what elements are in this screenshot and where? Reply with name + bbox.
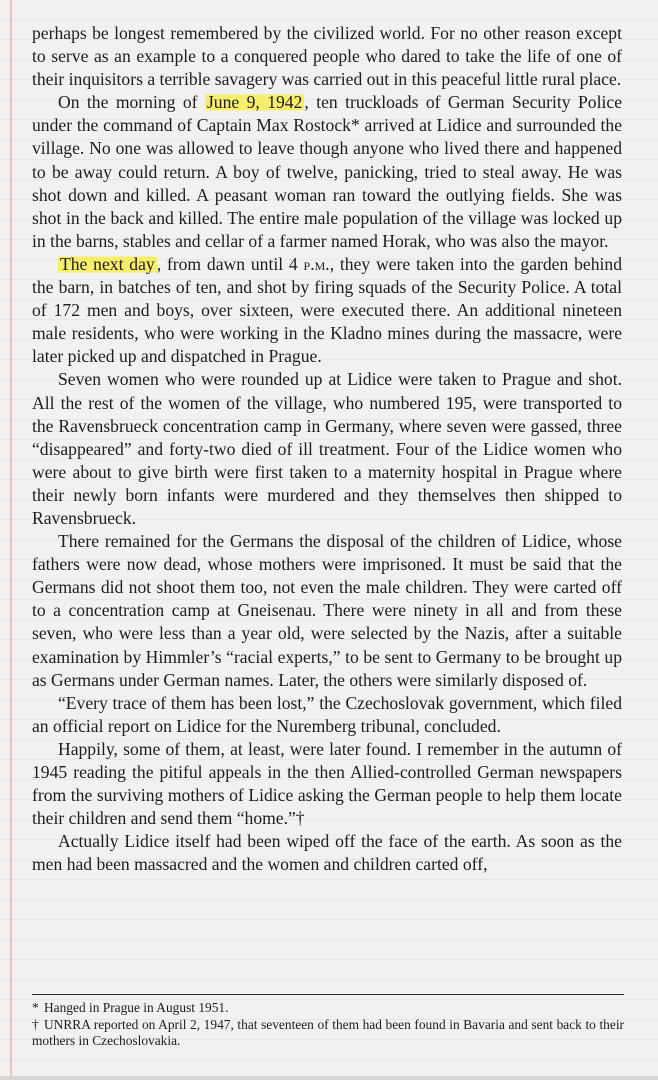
paragraph-4: Seven women who were rounded up at Lidice were taken to Prague and shot. All the rest of the women of the village, who numbered 195, were transported to the Ravensbrueck concentration camp in Germany, where seven were gassed, three “disappeared” and forty-two died of ill treatment. Four of the Lidice women who were about to give birth were first taken to a maternity hospital in Prague where their newly born infants were murdered and they themselves then shipped to Ravensbrueck.: [32, 369, 622, 528]
footnote-1: * Hanged in Prague in August 1951.: [32, 1000, 229, 1015]
paragraph-3: The next day , from dawn until 4 p.m., they were taken into the garden behind the barn, in batches of ten, and shot by firing squads of the Security Police. A total of 172 men and boys, over sixteen, were executed there. An additional nineteen male residents, who were working in the Kladno mines during the massacre, were later picked up and dispatched in Prague.: [32, 253, 622, 367]
footnote-symbol: *: [32, 1000, 39, 1015]
footnote-divider: [32, 994, 624, 995]
footnotes: [32, 1000, 624, 1050]
paragraph-8: Actually Lidice itself had been wiped off the face of the earth. As soon as the men had been massacred and the women and children carted off,: [32, 831, 622, 875]
highlighted-phrase: The next day: [60, 253, 155, 274]
paragraph-6: “Every trace of them has been lost,” the Czechoslovak government, which filed an official report on Lidice for the Nuremberg tribunal, concluded.: [32, 692, 622, 736]
paragraph-2: On the morning of June 9, 1942 , ten truckloads of German Security Police under the command of Captain Max Rostock* arrived at Lidice and surrounded the village. No one was allowed to leave though anyone who lived there and happened to be away could return. A boy of twelve, panicking, tried to steal away. He was shot down and killed. A peasant woman ran toward the outlying fields. She was shot in the back and killed. The entire male population of the village was locked up in the barns, stables and cellar of a farmer named Horak, who was also the mayor.: [32, 92, 622, 251]
footnote-2: † UNRRA reported on April 2, 1947, that seventeen of them had been found in Bavaria and sent back to their mothers in Czechoslovakia.: [32, 1016, 624, 1049]
body-text: [32, 22, 622, 876]
paragraph-7: Happily, some of them, at least, were later found. I remember in the autumn of 1945 reading the pitiful appeals in the then Allied-controlled German newspapers from the surviving mothers of Lidice asking the German people to help them locate their children and send them “home.”†: [32, 738, 622, 829]
paragraph-5: There remained for the Germans the disposal of the children of Lidice, whose fathers were now dead, whose mothers were imprisoned. It must be said that the Germans did not shoot them too, not even the male children. They were carted off to a concentration camp at Gneisenau. There were ninety in all and from these seven, who were less than a year old, were selected by the Nazis, after a suitable examination by Himmler’s “racial experts,” to be sent to Germany to be brought up as Germans under German names. Later, the others were similarly disposed of.: [32, 531, 622, 690]
highlighted-date: June 9, 1942: [206, 92, 303, 113]
margin-rule: [10, 0, 12, 1080]
page-edge: [0, 1076, 658, 1080]
paragraph-1: perhaps be longest remembered by the civilized world. For no other reason except to serve as an example to a conquered people who dared to take the life of one of their inquisitors a terrible savagery was carried out in this peaceful little rural place.: [32, 23, 622, 90]
footnote-symbol: †: [32, 1016, 39, 1032]
